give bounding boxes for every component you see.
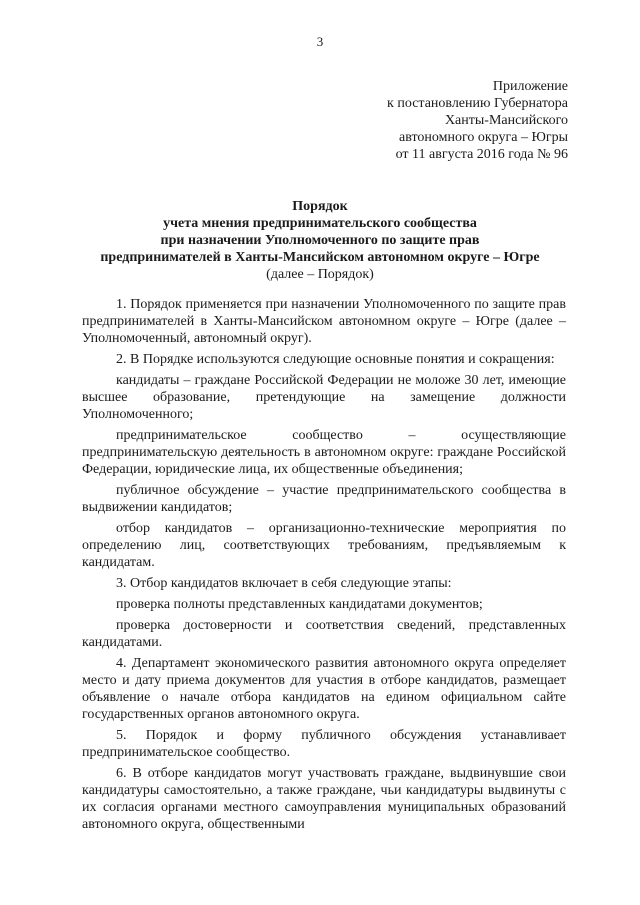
paragraph: кандидаты – граждане Российской Федерации не моложе 30 лет, имеющие высшее образование, претендующие на замещение должности Уполномоченного; [82, 373, 566, 422]
appendix-line: от 11 августа 2016 года № 96 [395, 147, 568, 162]
title-subtitle: (далее – Порядок) [266, 267, 374, 282]
document-title [70, 198, 570, 283]
paragraph: 2. В Порядке используются следующие основные понятия и сокращения: [116, 352, 555, 367]
paragraph: проверка полноты представленных кандидатами документов; [116, 597, 483, 612]
document-body [82, 296, 566, 837]
paragraph: 5. Порядок и форму публичного обсуждения устанавливает предпринимательское сообщество. [82, 728, 566, 760]
appendix-line: Приложение [492, 79, 568, 94]
paragraph: 6. В отборе кандидатов могут участвовать граждане, выдвинувшие свои кандидатуры самостоятельно, а также граждане, чьи кандидатуры выдвинуты с их согласия органами местного самоуправления муниципальных образований автономного округа, общественными [82, 766, 566, 832]
appendix-header [268, 78, 568, 163]
paragraph: 3. Отбор кандидатов включает в себя следующие этапы: [116, 576, 452, 591]
paragraph: 1. Порядок применяется при назначении Уполномоченного по защите прав предпринимателей в Ханты-Мансийском автономном округе – Югре (далее – Уполномоченный, автономный округ). [82, 297, 566, 346]
paragraph: публичное обсуждение – участие предпринимательского сообщества в выдвижении кандидатов; [82, 483, 566, 515]
title-line: Порядок [292, 199, 348, 214]
title-line: предпринимателей в Ханты-Мансийском автономном округе – Югре [100, 250, 540, 265]
appendix-line: Ханты-Мансийского [444, 113, 568, 128]
paragraph: отбор кандидатов – организационно-технические мероприятия по определению лиц, соответствующих требованиям, предъявляемым к кандидатам. [82, 521, 566, 570]
page-number: 3 [316, 34, 324, 49]
appendix-line: к постановлению Губернатора [387, 96, 568, 111]
paragraph: предпринимательское сообщество – осуществляющие предпринимательскую деятельность в автономном округе: граждане Российской Федерации, юридические лица, их общественные объединения; [82, 428, 566, 477]
appendix-line: автономного округа – Югры [399, 130, 568, 145]
title-line: учета мнения предпринимательского сообщества [163, 216, 477, 231]
paragraph: 4. Департамент экономического развития автономного округа определяет место и дату приема документов для участия в отборе кандидатов, размещает объявление о начале отбора кандидатов на едином официальном сайте государственных органов автономного округа. [82, 656, 566, 722]
title-line: при назначении Уполномоченного по защите прав [160, 233, 480, 248]
paragraph: проверка достоверности и соответствия сведений, представленных кандидатами. [82, 618, 566, 650]
